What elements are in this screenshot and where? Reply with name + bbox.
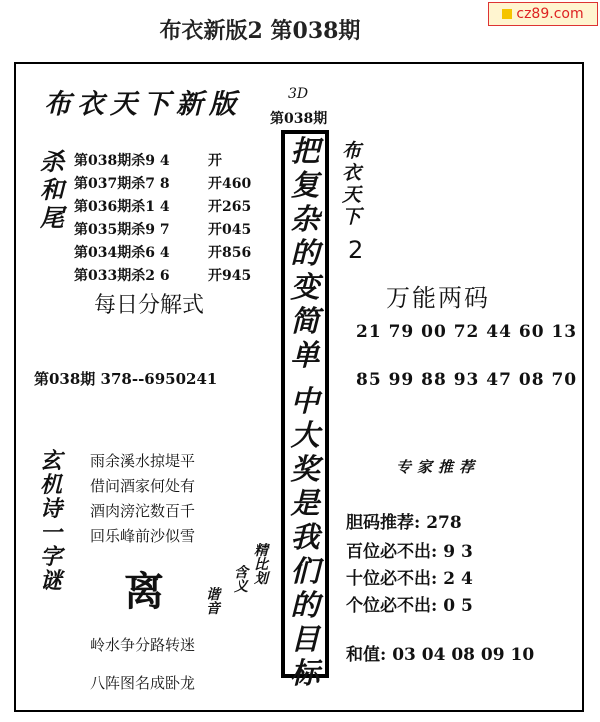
slogan-char: 奖: [290, 452, 320, 486]
kill-tail-char: 和: [40, 175, 64, 204]
riddle-answer: 离: [124, 568, 164, 615]
riddle-label: [40, 450, 62, 592]
extra-line: 岭水争分路转迷: [90, 636, 196, 654]
slogan-char: 的: [290, 236, 320, 270]
slogan-char: 们: [290, 554, 320, 588]
kill-row-issue: 第037期杀7 8: [74, 176, 170, 192]
kill-row: [74, 265, 274, 285]
kill-row-issue: 第033期杀2 6: [74, 268, 170, 284]
two-codes-title: 万能两码: [386, 284, 490, 312]
brand-vertical-char: 布: [342, 140, 362, 162]
page-title: 布衣新版2 第038期: [159, 18, 361, 44]
riddle-label-char: 诗: [40, 496, 63, 522]
slogan-char: 单: [290, 338, 320, 372]
hint-char: 精: [254, 543, 268, 559]
kill-row: [74, 242, 274, 262]
kill-row-issue: 第038期杀9 4: [74, 153, 170, 169]
riddle-label-char: 谜: [40, 568, 63, 594]
kill-row: [74, 219, 274, 239]
brand-vertical-char: 下: [342, 206, 362, 228]
hint-column: [206, 588, 220, 616]
two-codes-line: 21 79 00 72 44 60 13: [356, 322, 578, 342]
two-codes-line: 85 99 88 93 47 08 70: [356, 370, 578, 390]
extra-line: 八阵图名成卧龙: [90, 674, 196, 692]
recommend-line: 胆码推荐: 278: [346, 513, 462, 533]
issue-label: 第038期: [270, 111, 328, 127]
site-link-badge[interactable]: [488, 2, 598, 26]
kill-row-result: 开: [208, 153, 222, 169]
poem-line: 借问酒家何处有: [90, 477, 196, 495]
hint-column: [234, 566, 248, 594]
recommend-line: 十位必不出: 2 4: [346, 569, 473, 589]
kill-row: [74, 173, 274, 193]
expert-title: 专家推荐: [396, 458, 481, 476]
sum-line: 和值: 03 04 08 09 10: [346, 645, 535, 665]
kill-tail-char: 杀: [40, 147, 64, 176]
slogan-char: 把: [290, 134, 320, 168]
brand-vertical-number: 2: [348, 236, 364, 264]
slogan-char: 大: [290, 418, 320, 452]
slogan-char: 是: [290, 486, 320, 520]
poem-line: 酒肉滂沱数百千: [90, 502, 196, 520]
riddle-label-char: 机: [40, 472, 63, 498]
tag-3d: 3D: [288, 86, 309, 102]
slogan-char: 的: [290, 588, 320, 622]
hint-char: 音: [206, 601, 220, 617]
slogan-char: 标: [290, 656, 320, 690]
site-link-label: cz89.com: [516, 6, 584, 22]
riddle-label-char: 一: [40, 520, 63, 546]
brand-vertical-char: 天: [342, 184, 362, 206]
daily-formula-line: 第038期 378--6950241: [34, 370, 218, 388]
poem-line: 回乐峰前沙似雪: [90, 527, 196, 545]
hint-char: 划: [254, 571, 268, 587]
kill-row-issue: 第035期杀9 7: [74, 222, 170, 238]
hint-char: 含: [234, 565, 248, 581]
kill-row-result: 开856: [208, 245, 252, 261]
square-icon: [502, 9, 512, 19]
kill-row-result: 开460: [208, 176, 252, 192]
kill-row-issue: 第034期杀6 4: [74, 245, 170, 261]
hint-char: 义: [234, 579, 248, 595]
kill-row-result: 开045: [208, 222, 252, 238]
hint-char: 谐: [206, 587, 220, 603]
brand-vertical-char: 衣: [342, 162, 362, 184]
kill-tail-label: [40, 147, 64, 232]
kill-row: [74, 196, 274, 216]
poem-line: 雨余溪水掠堤平: [90, 452, 196, 470]
riddle-label-char: 字: [40, 544, 63, 570]
slogan-column: [281, 134, 329, 690]
slogan-char: 简: [290, 304, 320, 338]
recommend-line: 百位必不出: 9 3: [346, 542, 473, 562]
hint-column: [254, 544, 268, 586]
slogan-char: 变: [290, 270, 320, 304]
riddle-label-char: 玄: [40, 448, 63, 474]
recommend-line: 个位必不出: 0 5: [346, 596, 473, 616]
slogan-char: 目: [290, 622, 320, 656]
brand-title: 布衣天下新版: [44, 89, 242, 120]
kill-row-result: 开945: [208, 268, 252, 284]
slogan-char: 我: [290, 520, 320, 554]
daily-formula-title: 每日分解式: [94, 293, 205, 318]
slogan-char: 杂: [290, 202, 320, 236]
slogan-char: 复: [290, 168, 320, 202]
kill-tail-char: 尾: [40, 203, 64, 232]
hint-char: 比: [254, 557, 268, 573]
kill-row-result: 开265: [208, 199, 252, 215]
kill-row-issue: 第036期杀1 4: [74, 199, 170, 215]
slogan-char: 中: [290, 384, 320, 418]
kill-row: [74, 150, 274, 170]
brand-vertical: [342, 142, 361, 227]
